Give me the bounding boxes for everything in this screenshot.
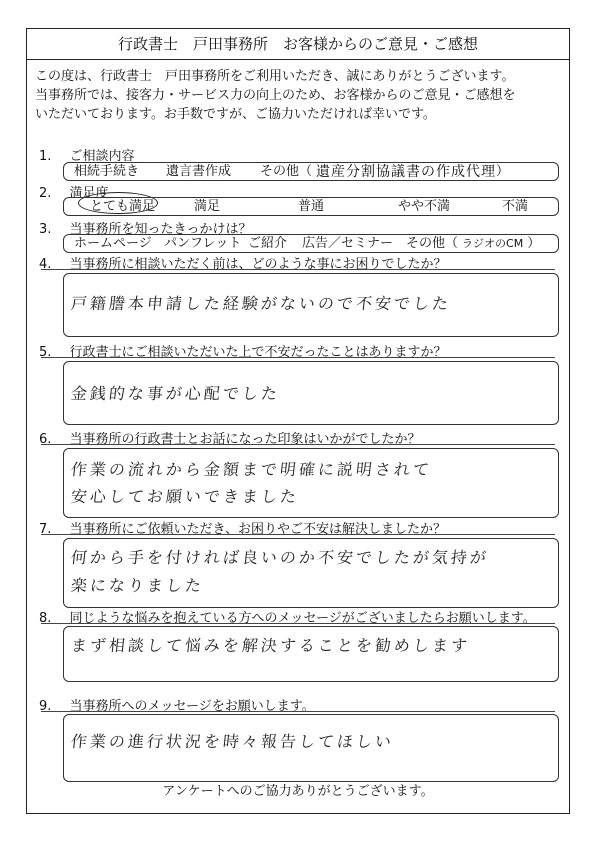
form-title: 行政書士 戸田事務所 お客様からのご意見・ご感想: [27, 29, 569, 60]
question-text: 当事務所の行政書士とお話になった印象はいかがでしたか？: [69, 432, 421, 447]
question-number: 6.: [39, 432, 52, 447]
question-underline: [41, 444, 555, 445]
answer-6-line: 作業の流れから金額まで明確に説明されて: [69, 460, 433, 479]
handwritten-other: ラジオのCM: [462, 237, 524, 250]
option-referral: ご紹介: [248, 236, 288, 251]
answer-8-line: まず相談して悩みを解決することを勧めします: [69, 636, 471, 655]
answer-6-line: 安心してお願いできました: [69, 487, 300, 506]
question-number: 7.: [39, 522, 52, 537]
question-text: 満足度: [69, 186, 109, 201]
question-text: 行政書士にご相談いただいた上で不安だったことはありますか？: [69, 345, 447, 360]
intro-line: 当事務所では、接客力・サービス力の向上のため、お客様からのご意見・ご感想を: [35, 88, 516, 103]
question-underline: [41, 711, 555, 712]
q2-options-box: [63, 197, 559, 216]
option-other: その他（: [406, 236, 459, 251]
option-somewhat-unsatisfied: やや不満: [398, 199, 451, 214]
question-text: 当事務所へのメッセージをお願いします。: [69, 699, 315, 714]
question-text: ご相談内容: [69, 149, 135, 164]
footer-thanks: アンケートへのご協力ありがとうございます。: [162, 784, 434, 799]
question-underline: [41, 623, 555, 624]
option-other-close: ）: [496, 164, 510, 179]
option-homepage: ホームページ: [74, 236, 152, 251]
question-text: 当事務所を知ったきっかけは？: [69, 222, 252, 237]
answer-5-line: 金銭的な事が心配でした: [69, 384, 281, 403]
intro-text: [35, 67, 563, 124]
intro-line: いただいております。お手数ですが、ご協力いただければ幸いです。: [35, 107, 436, 122]
intro-line: この度は、行政書士 戸田事務所をご利用いただき、誠にありがとうございます。: [35, 69, 515, 84]
question-underline: [41, 269, 555, 270]
answer-7-line: 楽になりました: [69, 576, 205, 595]
option-satisfied: 満足: [194, 199, 221, 214]
question-text: 同じような悩みを抱えている方へのメッセージがございましたらお願いします。: [69, 611, 536, 626]
option-yuigon: 遺言書作成: [166, 164, 232, 179]
option-unsatisfied: 不満: [502, 199, 529, 214]
question-number: 3.: [39, 222, 52, 237]
answer-7-line: 何から手を付ければ良いのか不安でしたが気持が: [69, 548, 490, 567]
option-souzoku: 相続手続き: [74, 164, 140, 179]
option-other-close: ）: [527, 236, 541, 251]
option-pamphlet: パンフレット: [164, 236, 242, 251]
question-number: 8.: [39, 611, 52, 626]
survey-form: [26, 28, 570, 814]
question-text: 当事務所にご依頼いただき、お困りやご不安は解決しましたか？: [69, 522, 447, 537]
question-underline: [41, 357, 555, 358]
question-number: 2.: [39, 186, 52, 201]
handwritten-other: 遺産分割協議書の作成代理: [316, 164, 497, 180]
answer-9-line: 作業の進行状況を時々報告してほしい: [69, 732, 395, 751]
option-neutral: 普通: [298, 199, 325, 214]
q1-options-box: [63, 162, 559, 181]
question-number: 5.: [39, 345, 52, 360]
question-text: 当事務所に相談いただく前は、どのような事にお困りでしたか？: [69, 257, 447, 272]
question-number: 9.: [39, 699, 52, 714]
answer-4-line: 戸籍謄本申請した経験がないので不安でした: [69, 294, 452, 313]
question-underline: [41, 534, 555, 535]
option-other: その他（: [260, 164, 313, 179]
option-very-satisfied: とても満足: [90, 199, 156, 214]
question-number: 1.: [39, 149, 52, 164]
question-number: 4.: [39, 257, 52, 272]
q3-options-box: [63, 234, 559, 253]
option-ad-seminar: 広告／セミナー: [302, 236, 394, 251]
